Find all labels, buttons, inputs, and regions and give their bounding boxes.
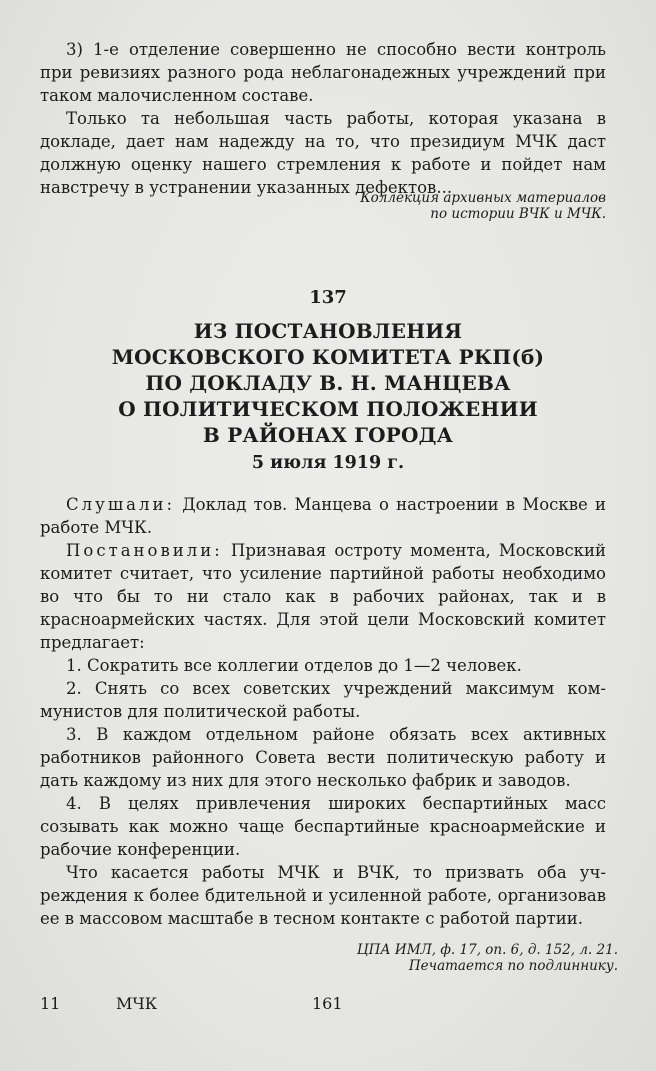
signature-label: МЧК — [116, 994, 158, 1013]
document-date: 5 июля 1919 г. — [251, 453, 405, 473]
paragraph: 3) 1-е отделение совершенно не способно вести контроль при ревизиях разного рода неблагонадежных учреждений при таком малочисленном составе. — [40, 40, 606, 105]
list-item: 4. В целях привлечения широких беспартийных масс созывать как можно чаще беспартийные красноармейские и рабочие конференции. — [40, 794, 606, 859]
list-item: 1. Сократить все коллегии отделов до 1—2 человек. — [66, 656, 522, 675]
list-item: 3. В каждом отдельном районе обязать всех активных работников районного Совета вести политическую работу и дать каждому из них для этого несколько фабрик и заводов. — [40, 725, 606, 790]
list-item: 2. Снять со всех советских учреждений максимум коммунистов для политической работы. — [40, 679, 606, 721]
heard-label: Слушали: — [66, 495, 176, 514]
title-line: ИЗ ПОСТАНОВЛЕНИЯ — [193, 319, 463, 343]
source-line: Печатается по подлиннику. — [408, 958, 618, 974]
closing-paragraph: Что касается работы МЧК и ВЧК, то призвать оба учреждения к более бдительной и усиленной работе, организовав ее в массовом масштабе в тесном контакте с работой партии. — [40, 863, 606, 928]
document-body — [40, 493, 606, 930]
heard-paragraph — [40, 493, 606, 539]
title-line: МОСКОВСКОГО КОМИТЕТА РКП(б) — [111, 345, 545, 369]
title-line: ПО ДОКЛАДУ В. Н. МАНЦЕВА — [145, 371, 511, 395]
document-title — [0, 318, 656, 448]
title-line: В РАЙОНАХ ГОРОДА — [202, 423, 454, 447]
decided-paragraph — [40, 539, 606, 654]
source-line: по истории ВЧК и МЧК. — [430, 206, 606, 222]
page-number: 161 — [312, 994, 343, 1013]
paragraph: Только та небольшая часть работы, которая указана в докладе, дает нам надежду на то, что президиум МЧК даст должную оценку нашего стремления к работе и пойдет нам навстречу в устранении указанных дефектов... — [40, 109, 606, 197]
document-number: 137 — [309, 287, 347, 308]
heard-text: Доклад тов. Манцева о настроении в Москве и работе МЧК. — [40, 495, 606, 537]
source-line: ЦПА ИМЛ, ф. 17, оп. 6, д. 152, л. 21. — [356, 942, 618, 958]
title-line: О ПОЛИТИЧЕСКОМ ПОЛОЖЕНИИ — [118, 397, 538, 421]
decided-label: Постановили: — [66, 541, 223, 560]
printer-signature: 11 — [40, 994, 61, 1013]
source-line: Коллекция архивных материалов — [360, 190, 606, 206]
archive-source-citation — [360, 190, 606, 222]
previous-document-ending — [40, 38, 606, 199]
archive-source-citation — [357, 942, 618, 974]
decided-text: Признавая остроту момента, Московский комитет считает, что усиление партийной работы необходимо во что бы то ни стало как в рабочих районах, так и в красноармейских частях. Для этой цели Московский комитет предлагает: — [40, 541, 606, 652]
